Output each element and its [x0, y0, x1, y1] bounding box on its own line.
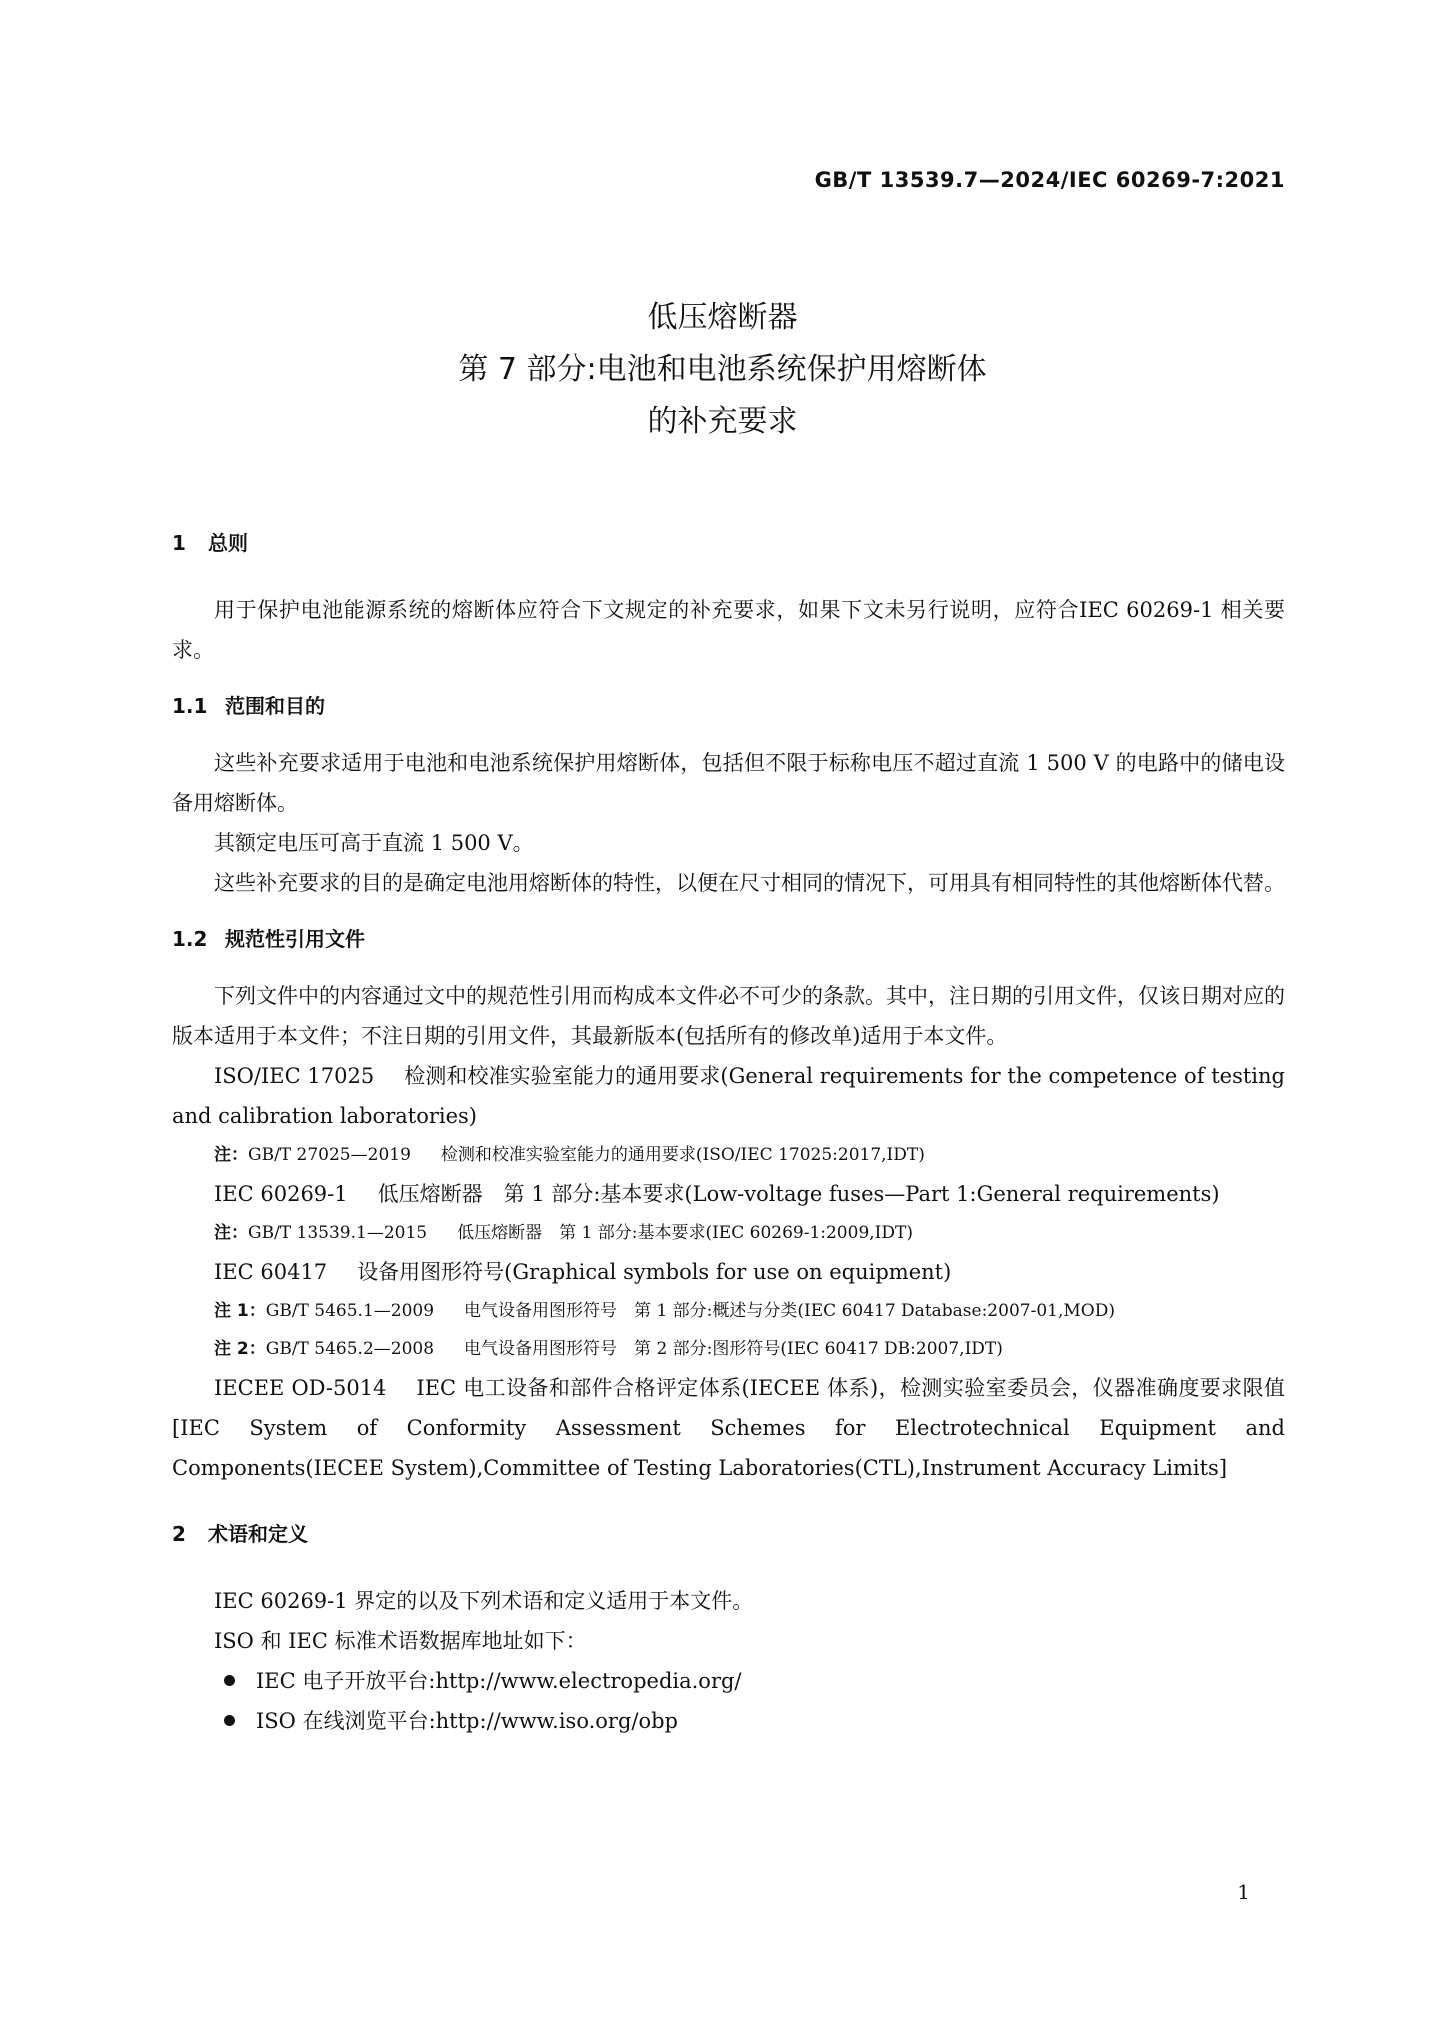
list-item-text: ISO 在线浏览平台:http://www.iso.org/obp: [256, 1709, 678, 1733]
bullet-icon: [224, 1675, 235, 1686]
reference-code: IEC 60417: [214, 1260, 328, 1284]
reference-note: [172, 1136, 1285, 1174]
reference-entry: [172, 1056, 1285, 1136]
section-title: 总则: [208, 531, 248, 555]
title-line-1: 低压熔断器: [647, 300, 798, 335]
reference-title: IEC 电工设备和部件合格评定体系(IECEE 体系)，检测实验室委员会，仪器准确度要求限值[IEC System of Conformity Assessment Schemes for Electrotechnical Equipment and Components(IECEE System),Committee of Testing Laboratories(CTL),Instrument Accuracy Limits]: [172, 1376, 1285, 1480]
note-code: GB/T 27025—2019: [248, 1145, 411, 1165]
section-number: 2: [172, 1522, 186, 1546]
list-item: [172, 1701, 1285, 1741]
reference-entry: [172, 1174, 1285, 1214]
paragraph: 这些补充要求的目的是确定电池用熔断体的特性，以便在尺寸相同的情况下，可用具有相同特性的其他熔断体代替。: [214, 871, 1285, 895]
reference-title: 检测和校准实验室能力的通用要求(General requirements for the competence of testing and calibration laboratories): [172, 1064, 1285, 1128]
section-title: 范围和目的: [225, 694, 325, 718]
section-heading-1-1: [172, 690, 1285, 719]
note-code: GB/T 13539.1—2015: [248, 1223, 428, 1243]
document-body: [172, 527, 1285, 1741]
note-label: 注 1：: [214, 1301, 266, 1321]
paragraph: 这些补充要求适用于电池和电池系统保护用熔断体，包括但不限于标称电压不超过直流 1 500 V 的电路中的储电设备用熔断体。: [172, 751, 1285, 815]
note-label: 注 2：: [214, 1339, 266, 1359]
note-code: GB/T 5465.2—2008: [265, 1339, 435, 1359]
section-number: 1.2: [172, 927, 208, 951]
note-text: 电气设备用图形符号 第 1 部分:概述与分类(IEC 60417 Database:2007-01,MOD): [464, 1301, 1115, 1321]
paragraph: 下列文件中的内容通过文中的规范性引用而构成本文件必不可少的条款。其中，注日期的引用文件，仅该日期对应的版本适用于本文件；不注日期的引用文件，其最新版本(包括所有的修改单)适用于本文件。: [172, 984, 1285, 1048]
reference-code: IEC 60269-1: [214, 1182, 348, 1206]
section-heading-2: [172, 1518, 1285, 1547]
reference-entry: [172, 1252, 1285, 1292]
section-number: 1.1: [172, 694, 208, 718]
bullet-icon: [224, 1715, 235, 1726]
section-title: 规范性引用文件: [225, 927, 365, 951]
reference-code: ISO/IEC 17025: [214, 1064, 375, 1088]
note-label: 注：: [214, 1223, 248, 1243]
bullet-list: [172, 1661, 1285, 1741]
note-text: 检测和校准实验室能力的通用要求(ISO/IEC 17025:2017,IDT): [440, 1145, 925, 1165]
note-text: 低压熔断器 第 1 部分:基本要求(IEC 60269-1:2009,IDT): [457, 1223, 913, 1243]
paragraph: 用于保护电池能源系统的熔断体应符合下文规定的补充要求，如果下文未另行说明，应符合IEC 60269-1 相关要求。: [172, 598, 1285, 662]
reference-note: [172, 1330, 1285, 1368]
standard-number: GB/T 13539.7—2024/IEC 60269-7:2021: [814, 168, 1285, 192]
paragraph: ISO 和 IEC 标准术语数据库地址如下：: [214, 1629, 587, 1653]
section-heading-1-2: [172, 923, 1285, 952]
document-title: [0, 292, 1445, 448]
section-title: 术语和定义: [208, 1522, 308, 1546]
list-item: [172, 1661, 1285, 1701]
normative-references-list: [172, 1056, 1285, 1488]
note-code: GB/T 5465.1—2009: [265, 1301, 435, 1321]
title-line-3: 的补充要求: [647, 404, 798, 439]
paragraph: 其额定电压可高于直流 1 500 V。: [214, 831, 534, 855]
note-text: 电气设备用图形符号 第 2 部分:图形符号(IEC 60417 DB:2007,IDT): [464, 1339, 1003, 1359]
section-number: 1: [172, 531, 186, 555]
paragraph: IEC 60269-1 界定的以及下列术语和定义适用于本文件。: [214, 1589, 754, 1613]
reference-title: 低压熔断器 第 1 部分:基本要求(Low-voltage fuses—Part 1:General requirements): [377, 1182, 1220, 1206]
reference-title: 设备用图形符号(Graphical symbols for use on equipment): [357, 1260, 952, 1284]
reference-note: [172, 1214, 1285, 1252]
list-item-text: IEC 电子开放平台:http://www.electropedia.org/: [256, 1669, 742, 1693]
reference-entry: [172, 1368, 1285, 1488]
page-number: 1: [1237, 1880, 1250, 1904]
reference-note: [172, 1292, 1285, 1330]
reference-code: IECEE OD-5014: [214, 1376, 387, 1400]
section-heading-1: [172, 527, 1285, 556]
title-line-2: 第 7 部分:电池和电池系统保护用熔断体: [458, 352, 987, 387]
note-label: 注：: [214, 1145, 248, 1165]
